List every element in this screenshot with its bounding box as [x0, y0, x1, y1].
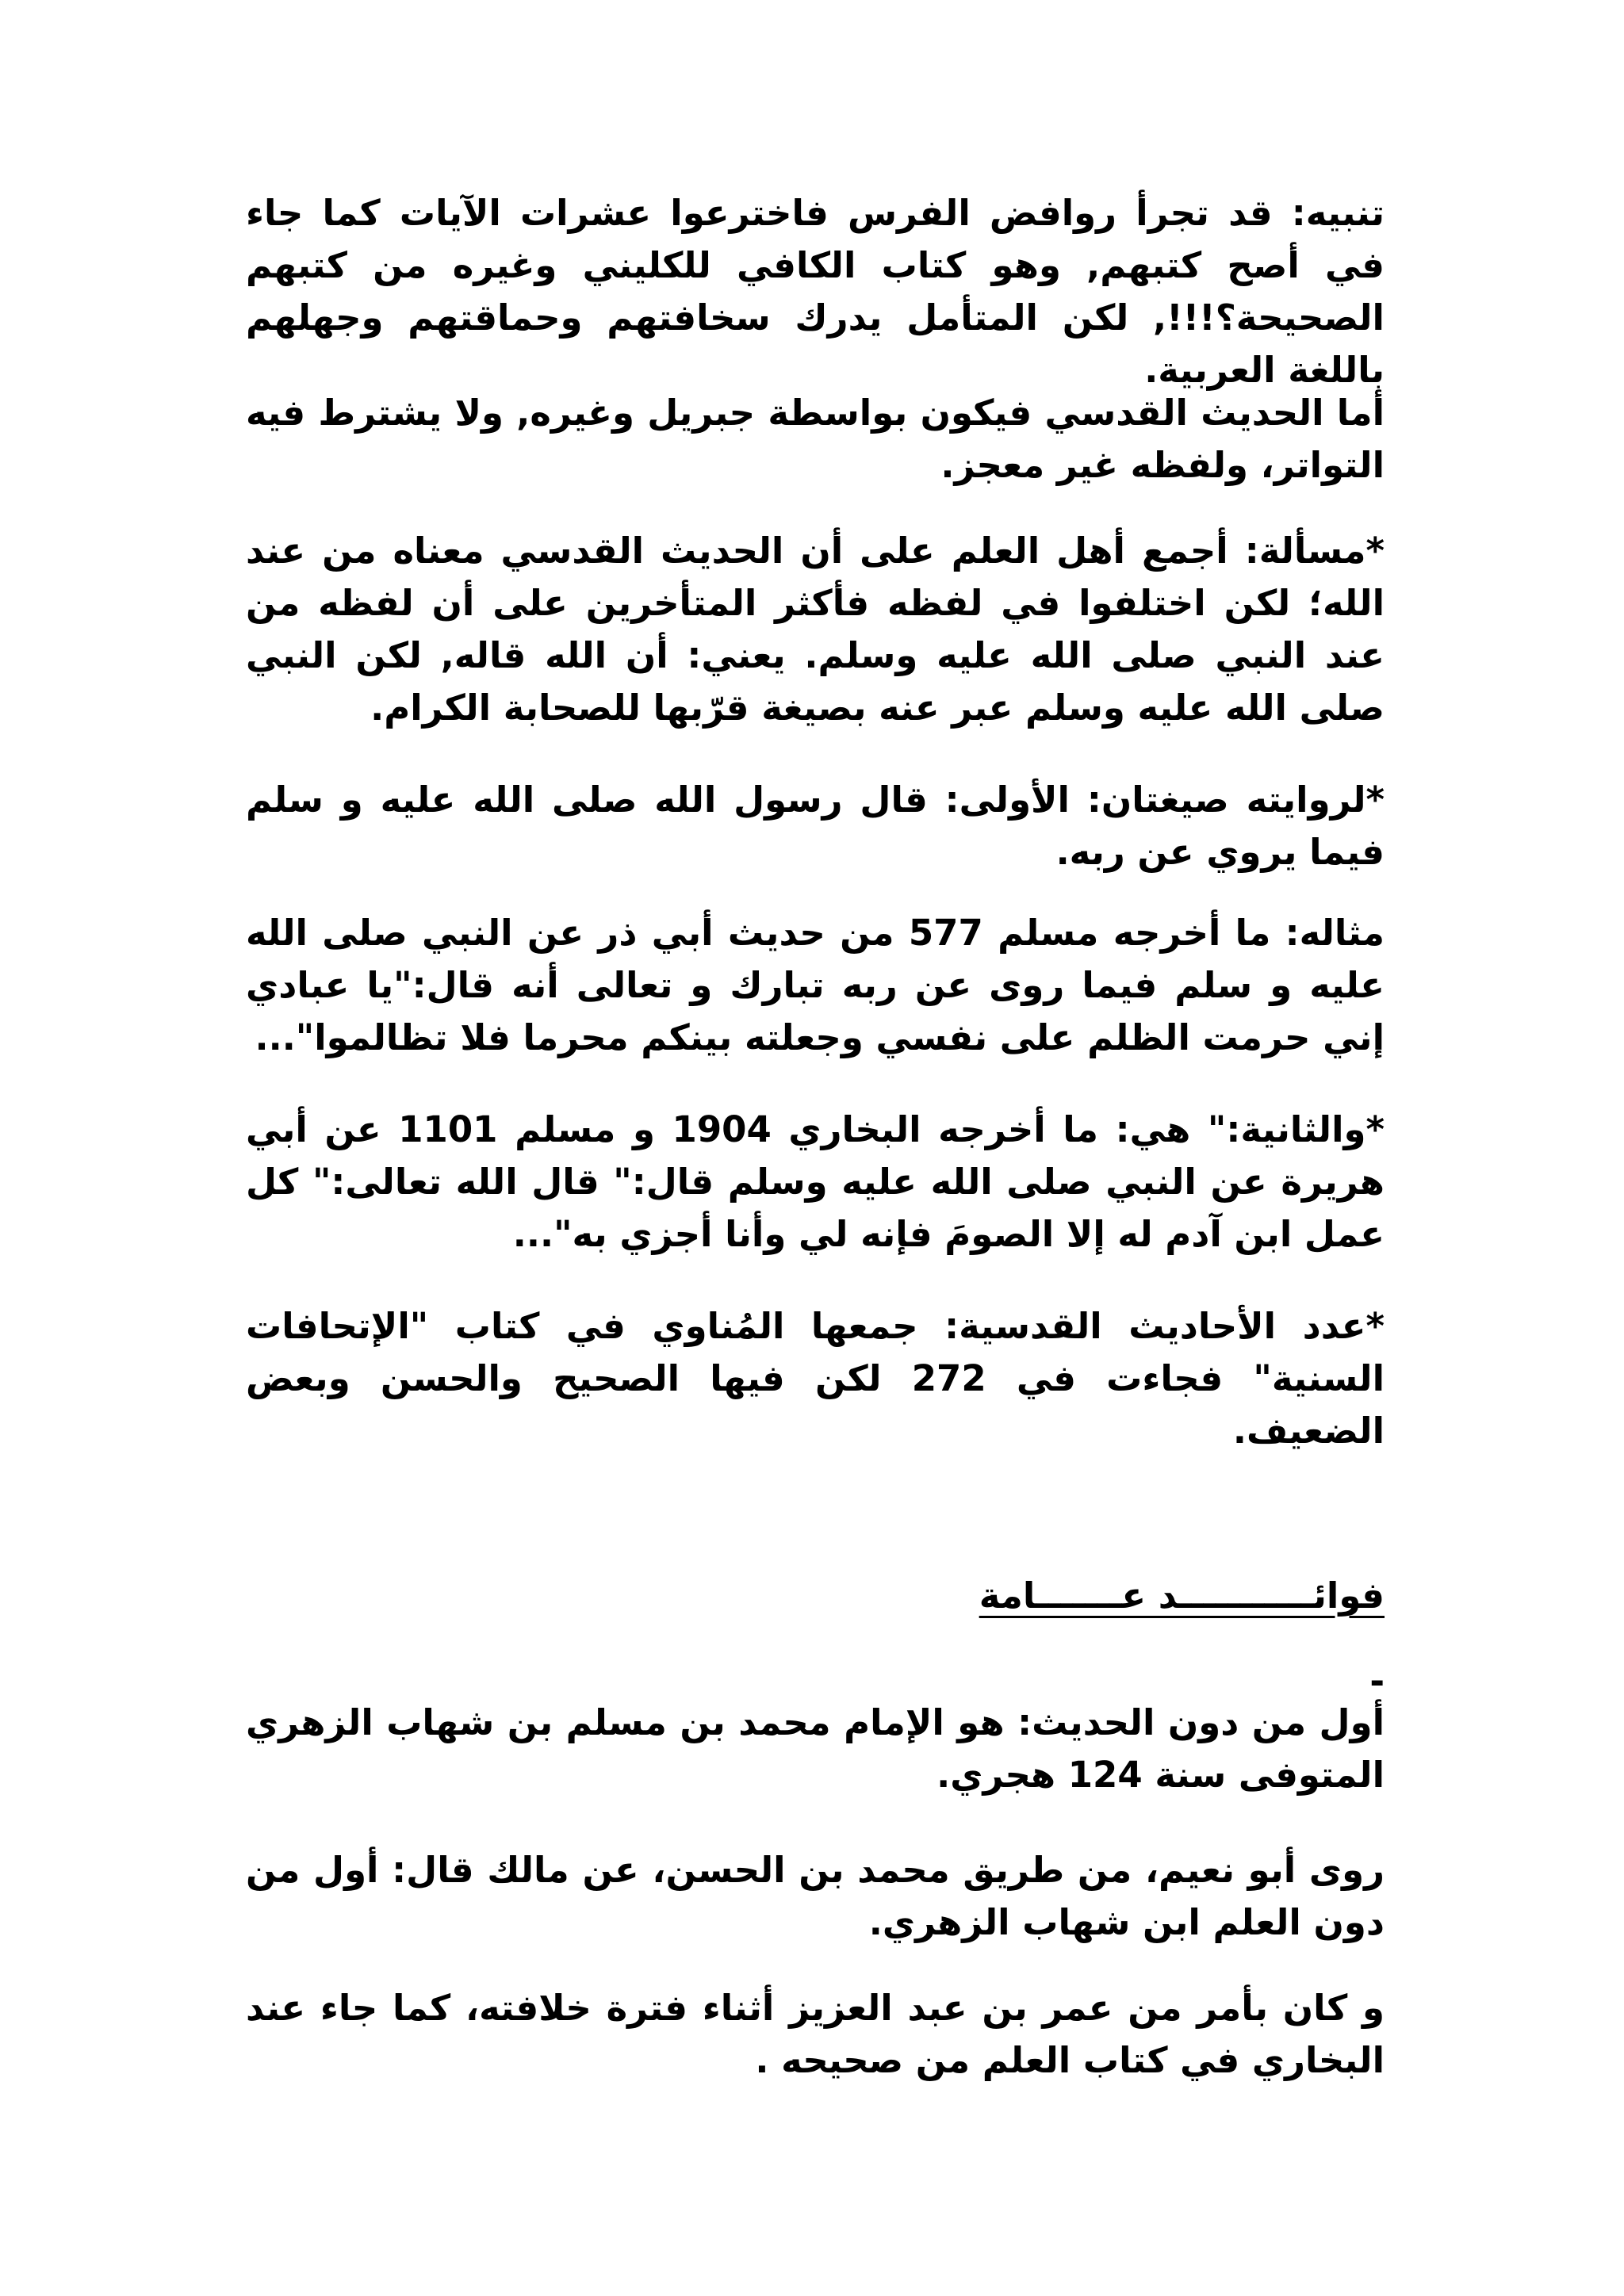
note-paragraph: تنبيه: قد تجرأ روافض الفرس فاخترعوا عشرات الآيات كما جاء في أصح كتبهم, وهو كتاب الكافي للكليني وغيره من كتبهم الصحيحة؟!!!, لكن المتأمل يدرك سخافتهم وحماقتهم وجهلهم باللغة العربية.: [246, 192, 1385, 391]
abu-nuaym-paragraph: روى أبو نعيم، من طريق محمد بن الحسن، عن مالك قال: أول من دون العلم ابن شهاب الزهري.: [246, 1849, 1385, 1943]
dash-mark: -: [1369, 1660, 1385, 1702]
count-paragraph: *عدد الأحاديث القدسية: جمعها المُناوي في كتاب "الإتحافات السنية" فجاءت في 272 لكن فيها الصحيح والحسن وبعض الضعيف.: [246, 1305, 1385, 1452]
qudsi-hadith-paragraph: أما الحديث القدسي فيكون بواسطة جبريل وغيره, ولا يشترط فيه التواتر، ولفظه غير معجز.: [246, 392, 1385, 486]
second-form-paragraph: *والثانية:" هي: ما أخرجه البخاري 1904 و مسلم 1101 عن أبي هريرة عن النبي صلى الله عليه وسلم قال:" قال الله تعالى:" كل عمل ابن آدم له إلا الصومَ فإنه لي وأنا أجزي به"...: [246, 1108, 1385, 1255]
narration-forms-paragraph: *لروايته صيغتان: الأولى: قال رسول الله صلى الله عليه و سلم فيما يروي عن ربه.: [246, 779, 1385, 873]
umar-order-paragraph: و كان بأمر من عمر بن عبد العزيز أثناء فترة خلافته، كما جاء عند البخاري في كتاب العلم من صحيحه .: [246, 1987, 1385, 2081]
issue-paragraph: *مسألة: أجمع أهل العلم على أن الحديث القدسي معناه من عند الله؛ لكن اختلفوا في لفظه فأكثر المتأخرين على أن لفظه من عند النبي صلى الله عليه وسلم. يعني: أن الله قاله, لكن النبي صلى الله عليه وسلم عبر عنه بصيغة قرّبها للصحابة الكرام.: [246, 530, 1385, 729]
example-paragraph: مثاله: ما أخرجه مسلم 577 من حديث أبي ذر عن النبي صلى الله عليه و سلم فيما روى عن ربه تبارك و تعالى أنه قال:"يا عبادي إني حرمت الظلم على نفسي وجعلته بينكم محرما فلا تظالموا"...: [246, 912, 1385, 1058]
section-heading: فوائـــــــــــد عـــــــامة: [979, 1575, 1385, 1617]
first-compiler-paragraph: أول من دون الحديث: هو الإمام محمد بن مسلم بن شهاب الزهري المتوفى سنة 124 هجري.: [246, 1701, 1385, 1796]
